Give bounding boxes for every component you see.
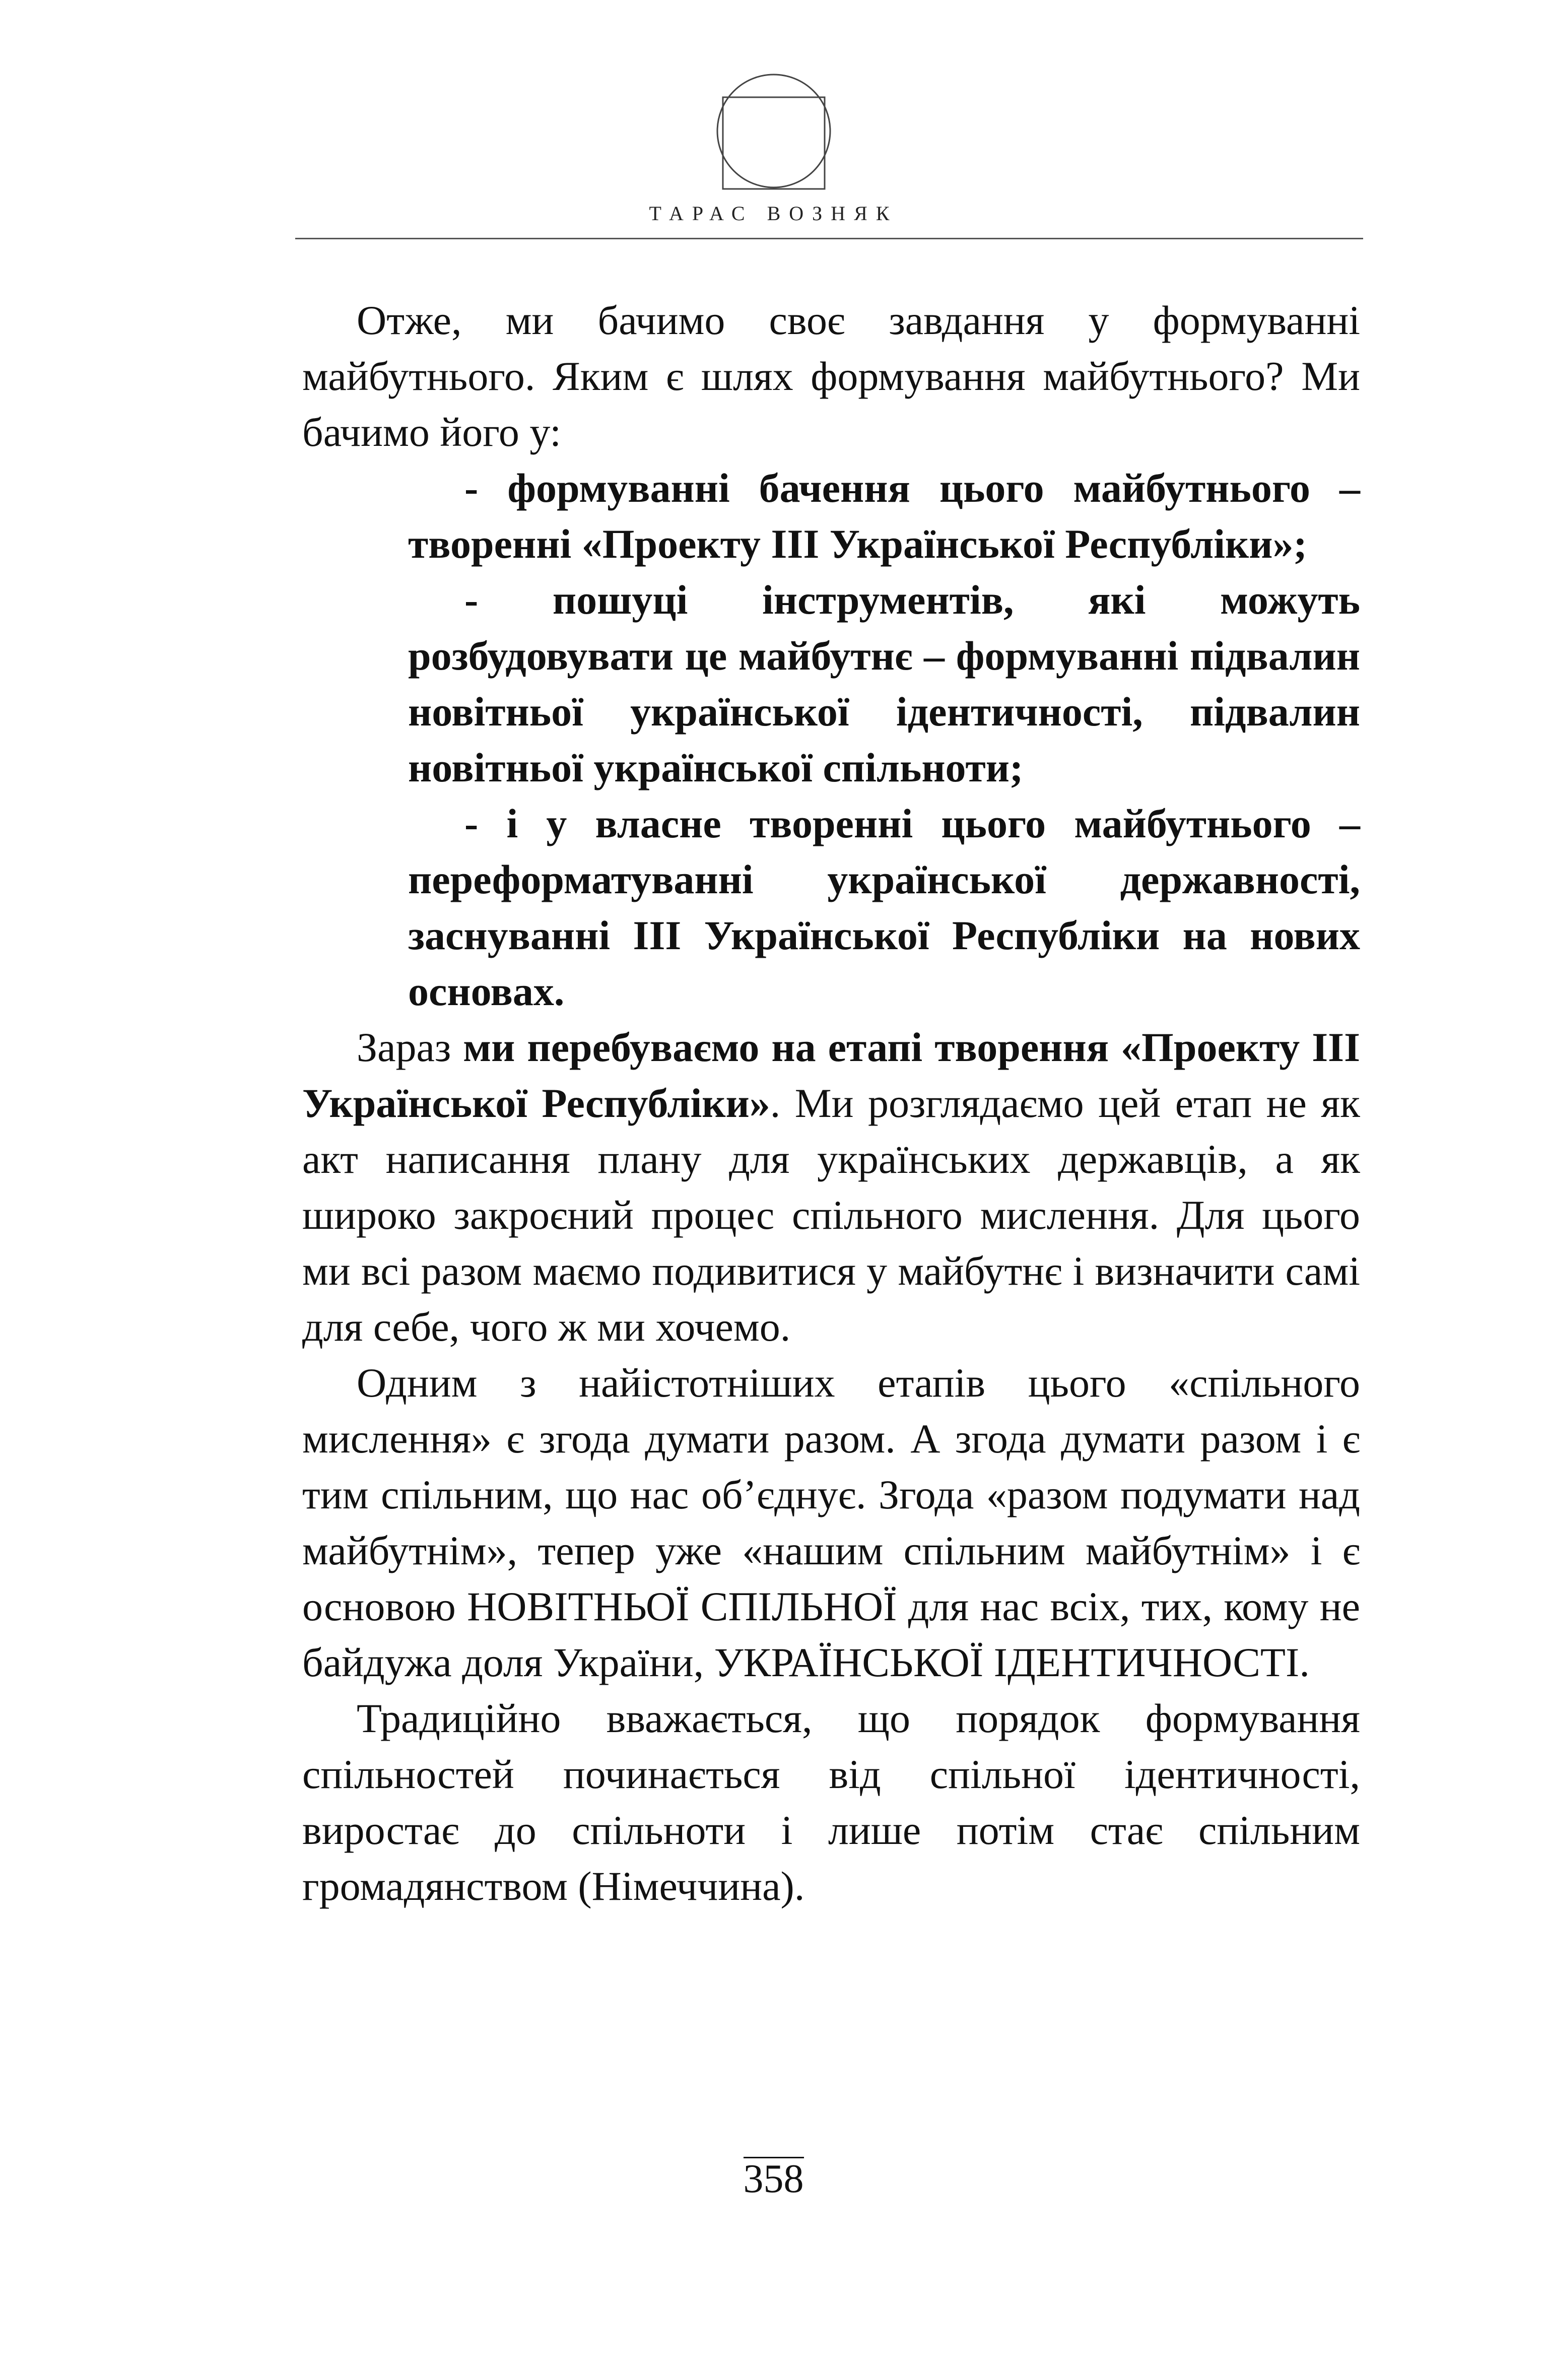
paragraph-stage-start: Зараз [357,1024,463,1070]
paragraph-stage-rest: . Ми розглядаємо цей етап не як акт написання плану для українських державців, а як широко закроєний процес спільного мислення. Для цього ми всі разом маємо подивитися у майбутнє і визначити самі для себе, чого ж ми хочемо. [302,1080,1360,1350]
header-divider [295,238,1363,239]
circle-square-emblem-icon [716,73,832,189]
paragraph-stage [302,1019,1360,1355]
page-number [0,2156,1547,2202]
paragraph-tradition: Традиційно вважається, що порядок формування спільностей починається від спільної ідентичності, виростає до спільноти і лише потім стає спільним громадянством (Німеччина). [302,1695,1360,1909]
list-item: - і у власне творенні цього майбутнього – переформатуванні української державності, заснуванні ІІІ Української Республіки на нових основах. [408,801,1360,1014]
running-header-author: ТАРАС ВОЗНЯК [649,202,898,225]
list-item: - формуванні бачення цього майбутнього – творенні «Проекту ІІІ Української Республіки»; [408,465,1360,567]
paragraph-common-thinking: Одним з найістотніших етапів цього «спільного мислення» є згода думати разом. А згода думати разом і є тим спільним, що нас об’єднує. Згода «разом подумати над майбутнім», тепер уже «нашим спільним майбутнім» і є основою НОВІТНЬОЇ СПІЛЬНОЇ для нас всіх, тих, кому не байдужа доля України, УКРАЇНСЬКОЇ ІДЕНТИЧНОСТІ. [302,1360,1360,1685]
paragraph-stage-emphasis: ми перебуваємо на етапі творення «Проекту ІІІ Української Республіки» [302,1024,1361,1126]
page-body [302,292,1360,1914]
list-item: - пошуці інструментів, які можуть розбудовувати це майбутнє – формуванні підвалин новітньої української ідентичності, підвалин новітньої української спільноти; [408,577,1360,790]
intro-paragraph: Отже, ми бачимо своє завдання у формуванні майбутнього. Яким є шлях формування майбутнього? Ми бачимо його у: [302,297,1360,455]
bold-list [408,460,1360,1019]
page-number-label: 358 [743,2157,804,2201]
